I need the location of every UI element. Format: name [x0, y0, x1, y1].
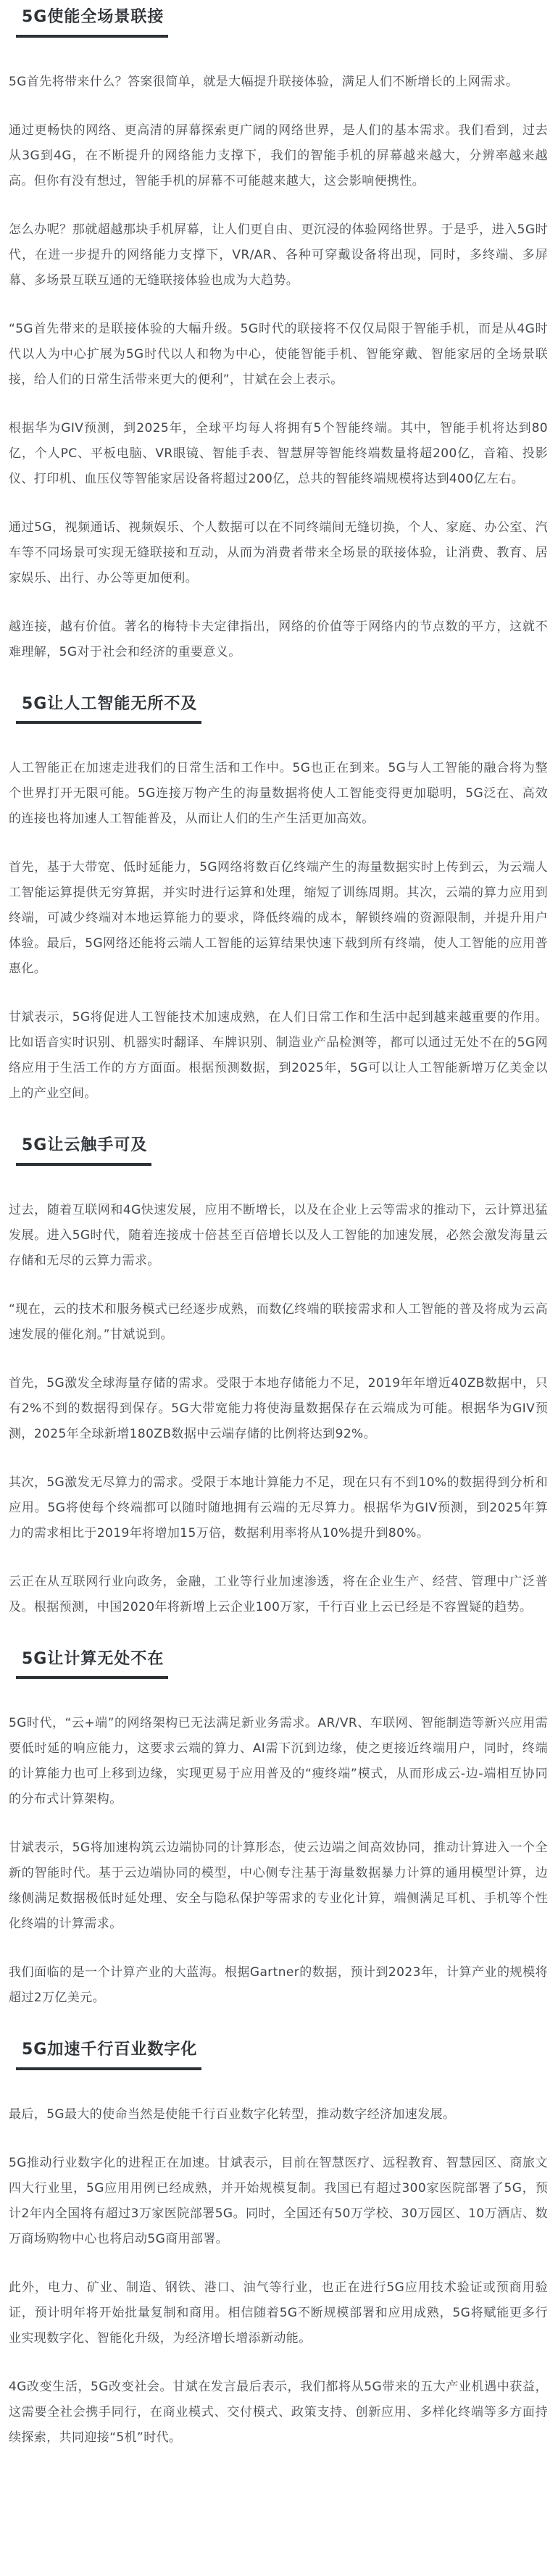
title-underline-rule [16, 2067, 201, 2070]
section-title: 5G让云触手可及 [22, 1136, 148, 1154]
paragraph: 4G改变生活，5G改变社会。甘斌在发言最后表示，我们都将从5G带来的五大产业机遇中获益，这需要全社会携手同行，在商业模式、交付模式、政策支持、创新应用、多样化终端等多方面持续探索，共同迎接“5机”时代。 [9, 2379, 548, 2445]
section-header [9, 1135, 548, 1166]
paragraph: 通过5G，视频通话、视频娱乐、个人数据可以在不同终端间无缝切换，个人、家庭、办公室、汽车等不同场景可实现无缝联接和互动，从而为消费者带来全场景的联接体验，让消费、教育、居家娱乐、出行、办公等更加便利。 [9, 520, 548, 585]
section-full-scenario-connectivity [9, 7, 548, 665]
paragraph: 5G推动行业数字化的进程正在加速。甘斌表示，目前在智慧医疗、远程教育、智慧园区、商旅文四大行业里，5G应用用例已经成熟，并开始规模复制。我国已有超过300家医院部署了5G，预计2年内全国将有超过3万家医院部署5G。同时，全国还有50万学校、30万园区、10万酒店、数万商场购物中心也将启动5G商用部署。 [9, 2155, 548, 2246]
paragraph: 此外，电力、矿业、制造、钢铁、港口、油气等行业，也正在进行5G应用技术验证或预商用验证，预计明年将开始批量复制和商用。相信随着5G不断规模部署和应用成熟，5G将赋能更多行业实现数字化、智能化升级，为经济增长增添新动能。 [9, 2280, 548, 2346]
title-underline-rule [16, 721, 201, 724]
paragraph: “现在，云的技术和服务模式已经逐步成熟，而数亿终端的联接需求和人工智能的普及将成为云高速发展的催化剂。”甘斌说到。 [9, 1301, 548, 1342]
paragraph: 过去，随着互联网和4G快速发展，应用不断增长，以及在企业上云等需求的推动下，云计算迅猛发展。进入5G时代，随着连接成十倍甚至百倍增长以及人工智能的加速发展，必然会激发海量云存储和无尽的云算力需求。 [9, 1202, 548, 1268]
section-title: 5G加速千行百业数字化 [22, 2041, 198, 2059]
paragraph: 最后，5G最大的使命当然是使能千行百业数字化转型，推动数字经济加速发展。 [9, 2106, 456, 2122]
section-header [9, 7, 548, 38]
paragraph: 根据华为GIV预测，到2025年，全球平均每人将拥有5个智能终端。其中，智能手机将达到80亿，个人PC、平板电脑、VR眼镜、智能手表、智慧屏等智能终端数量将超200亿，音箱、投影仪、打印机、血压仪等智能家居设备将超过200亿，总共的智能终端规模将达到400亿左右。 [9, 420, 548, 486]
section-header [9, 2040, 548, 2070]
paragraph: 5G首先将带来什么？答案很简单，就是大幅提升联接体验，满足人们不断增长的上网需求。 [9, 74, 519, 89]
paragraph: 首先，5G激发全球海量存储的需求。受限于本地存储能力不足，2019年年增近40ZB数据中，只有2%不到的数据得到保存。5G大带宽能力将使海量数据保存在云端成为可能。根据华为GIV预测，2025年全球新增180ZB数据中云端存储的比例将达到92%。 [9, 1375, 548, 1441]
section-title: 5G让人工智能无所不及 [22, 694, 198, 713]
paragraph: 人工智能正在加速走进我们的日常生活和工作中。5G也正在到来。5G与人工智能的融合将为整个世界打开无限可能。5G连接万物产生的海量数据将使人工智能变得更加聪明，5G泛在、高效的连接也将加速人工智能普及，从而让人们的生产生活更加高效。 [9, 761, 548, 826]
paragraph: 通过更畅快的网络、更高清的屏幕探索更广阔的网络世界，是人们的基本需求。我们看到，过去从3G到4G，在不断提升的网络能力支撑下，我们的智能手机的屏幕越来越大，分辨率越来越高。但你有没有想过，智能手机的屏幕不可能越来越大，这会影响便携性。 [9, 122, 548, 188]
section-ai-everywhere [9, 694, 548, 1107]
section-industry-digitalization [9, 2040, 548, 2451]
section-title: 5G让计算无处不在 [22, 1649, 165, 1668]
paragraph: 首先，基于大带宽、低时延能力，5G网络将数百亿终端产生的海量数据实时上传到云，为云端人工智能运算提供无穷算据，并实时进行运算和处理，缩短了训练周期。其次，云端的算力应用到终端，可减少终端对本地运算能力的要求，降低终端的成本，解锁终端的资源限制，并提升用户体验。最后，5G网络还能将云端人工智能的运算结果快速下载到所有终端，使人工智能的应用普惠化。 [9, 860, 548, 976]
paragraph: 云正在从互联网行业向政务，金融，工业等行业加速渗透，将在企业生产、经营、管理中广泛普及。根据预测，中国2020年将新增上云企业100万家，千行百业上云已经是不容置疑的趋势。 [9, 1574, 548, 1614]
section-cloud-within-reach [9, 1135, 548, 1620]
title-underline-rule [16, 1676, 168, 1679]
paragraph: 甘斌表示，5G将促进人工智能技术加速成熟，在人们日常工作和生活中起到越来越重要的作用。比如语音实时识别、机器实时翻译、车牌识别、制造业产品检测等，都可以通过无处不在的5G网络应用于生活工作的方方面面。根据预测数据，到2025年，5G可以让人工智能新增万亿美金以上的产业空间。 [9, 1010, 548, 1101]
paragraph: 其次，5G激发无尽算力的需求。受限于本地计算能力不足，现在只有不到10%的数据得到分析和应用。5G将使每个终端都可以随时随地拥有云端的无尽算力。根据华为GIV预测，到2025年算力的需求相比于2019年将增加15万倍，数据利用率将从10%提升到80%。 [9, 1475, 548, 1541]
title-underline-rule [16, 35, 168, 38]
section-title: 5G使能全场景联接 [22, 8, 165, 26]
paragraph: 甘斌表示，5G将加速构筑云边端协同的计算形态，使云边端之间高效协同，推动计算进入一个全新的智能时代。基于云边端协同的模型，中心侧专注基于海量数据暴力计算的通用模型计算，边缘侧满足数据极低时延处理、安全与隐私保护等需求的专业化计算，端侧满足耳机、手机等个性化终端的计算需求。 [9, 1841, 548, 1931]
paragraph: 怎么办呢？那就超越那块手机屏幕，让人们更自由、更沉浸的体验网络世界。于是乎，进入5G时代，在进一步提升的网络能力支撑下，VR/AR、各种可穿戴设备将出现，同时，多终端、多屏幕、多场景互联互通的无缝联接体验也成为大趋势。 [9, 222, 548, 288]
title-underline-rule [16, 1163, 151, 1166]
paragraph: 5G时代，“云+端”的网络架构已无法满足新业务需求。AR/VR、车联网、智能制造等新兴应用需要低时延的响应能力，这要求云端的算力、AI需下沉到边缘，使之更接近终端用户，同时，终端的计算能力也可上移到边缘，实现更易于应用普及的“瘦终端”模式，从而形成云-边-端相互协同的分布式计算架构。 [9, 1716, 548, 1806]
paragraph: 我们面临的是一个计算产业的大蓝海。根据Gartner的数据，预计到2023年，计算产业的规模将超过2万亿美元。 [9, 1965, 548, 2005]
section-header-inner [16, 1649, 168, 1680]
section-header-inner [16, 694, 201, 725]
section-computing-ubiquitous [9, 1649, 548, 2012]
paragraph: 越连接，越有价值。著名的梅特卡夫定律指出，网络的价值等于网络内的节点数的平方，这就不难理解，5G对于社会和经济的重要意义。 [9, 619, 548, 659]
section-header [9, 1649, 548, 1680]
section-header-inner [16, 7, 168, 38]
section-header-inner [16, 1135, 151, 1166]
paragraph: “5G首先带来的是联接体验的大幅升级。5G时代的联接将不仅仅局限于智能手机，而是从4G时代以人为中心扩展为5G时代以人和物为中心，使能智能手机、智能穿戴、智能家居的全场景联接，给人们的日常生活带来更大的便利”，甘斌在会上表示。 [9, 321, 548, 387]
section-header [9, 694, 548, 725]
section-header-inner [16, 2040, 201, 2070]
